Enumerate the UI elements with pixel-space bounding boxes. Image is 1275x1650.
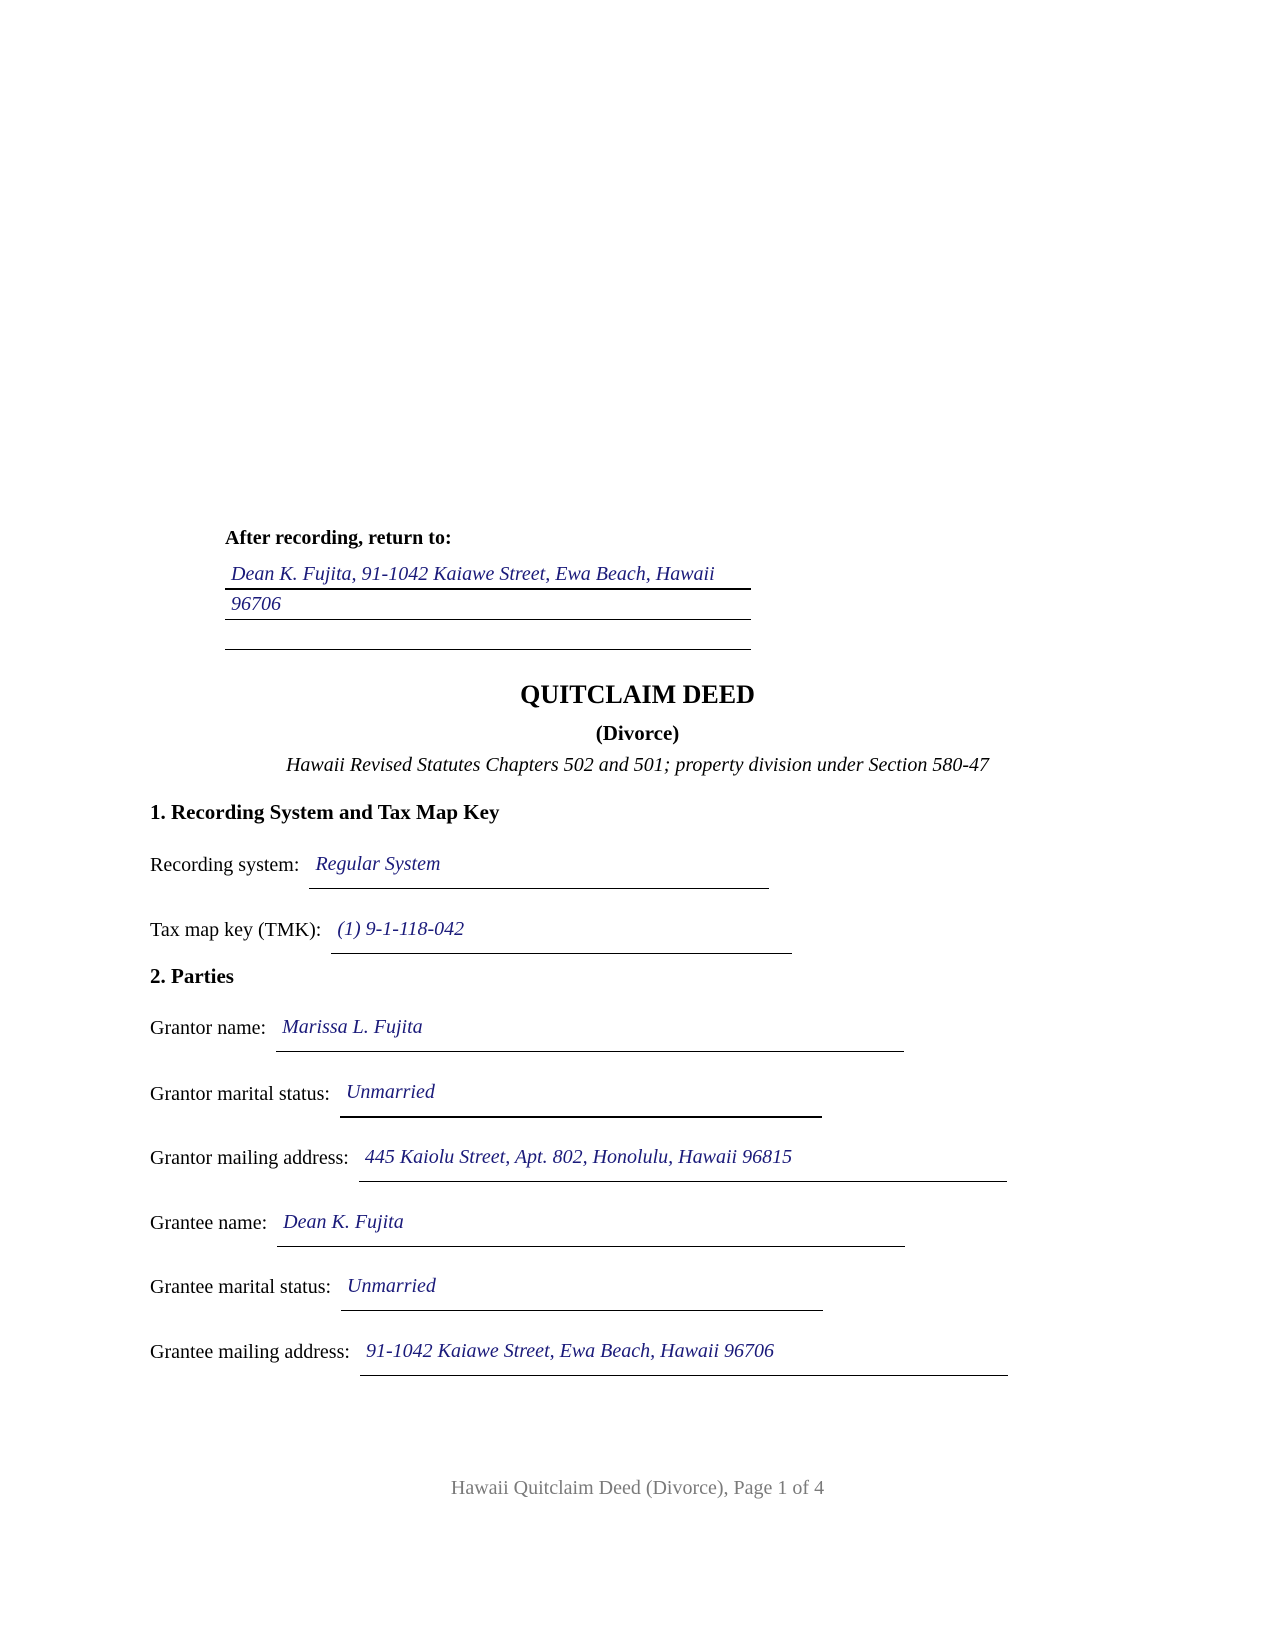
return-to-line-2[interactable]: 96706 (225, 590, 751, 620)
return-to-address-block (225, 560, 751, 650)
tmk-field (150, 915, 792, 954)
section-heading-parties: 2. Parties (150, 964, 234, 988)
return-to-line-1[interactable]: Dean K. Fujita, 91-1042 Kaiawe Street, Ewa Beach, Hawaii (225, 560, 751, 590)
grantee-marital-input[interactable]: Unmarried (341, 1272, 823, 1311)
recording-system-input[interactable]: Regular System (309, 850, 769, 889)
grantee-address-label: Grantee mailing address: (150, 1341, 350, 1363)
grantor-marital-field (150, 1078, 822, 1118)
section-heading-recording: 1. Recording System and Tax Map Key (150, 800, 500, 824)
grantor-marital-input[interactable]: Unmarried (340, 1078, 822, 1118)
grantee-address-input[interactable]: 91-1042 Kaiawe Street, Ewa Beach, Hawaii 96706 (360, 1337, 1008, 1376)
statute-reference: Hawaii Revised Statutes Chapters 502 and 501; property division under Section 580-47 (285, 754, 990, 776)
grantor-address-field (150, 1143, 1007, 1182)
tmk-input[interactable]: (1) 9-1-118-042 (331, 915, 792, 954)
grantee-marital-field (150, 1272, 823, 1311)
return-to-line-3[interactable] (225, 620, 751, 650)
grantee-address-field (150, 1337, 1008, 1376)
grantor-address-input[interactable]: 445 Kaiolu Street, Apt. 802, Honolulu, Hawaii 96815 (359, 1143, 1007, 1182)
grantor-name-field (150, 1013, 904, 1052)
grantee-name-input[interactable]: Dean K. Fujita (277, 1208, 905, 1247)
document-subtitle: (Divorce) (595, 721, 680, 745)
grantee-name-field (150, 1208, 905, 1247)
recording-system-label: Recording system: (150, 854, 300, 876)
grantor-marital-label: Grantor marital status: (150, 1083, 330, 1105)
recording-system-field (150, 850, 769, 889)
grantee-marital-label: Grantee marital status: (150, 1276, 332, 1298)
grantor-name-label: Grantor name: (150, 1017, 267, 1039)
grantee-name-label: Grantee name: (150, 1212, 268, 1234)
page-footer: Hawaii Quitclaim Deed (Divorce), Page 1 of 4 (450, 1477, 825, 1499)
grantor-address-label: Grantor mailing address: (150, 1147, 349, 1169)
return-to-label: After recording, return to: (225, 527, 452, 549)
grantor-name-input[interactable]: Marissa L. Fujita (276, 1013, 904, 1052)
tmk-label: Tax map key (TMK): (150, 919, 322, 941)
document-title: QUITCLAIM DEED (520, 680, 755, 709)
